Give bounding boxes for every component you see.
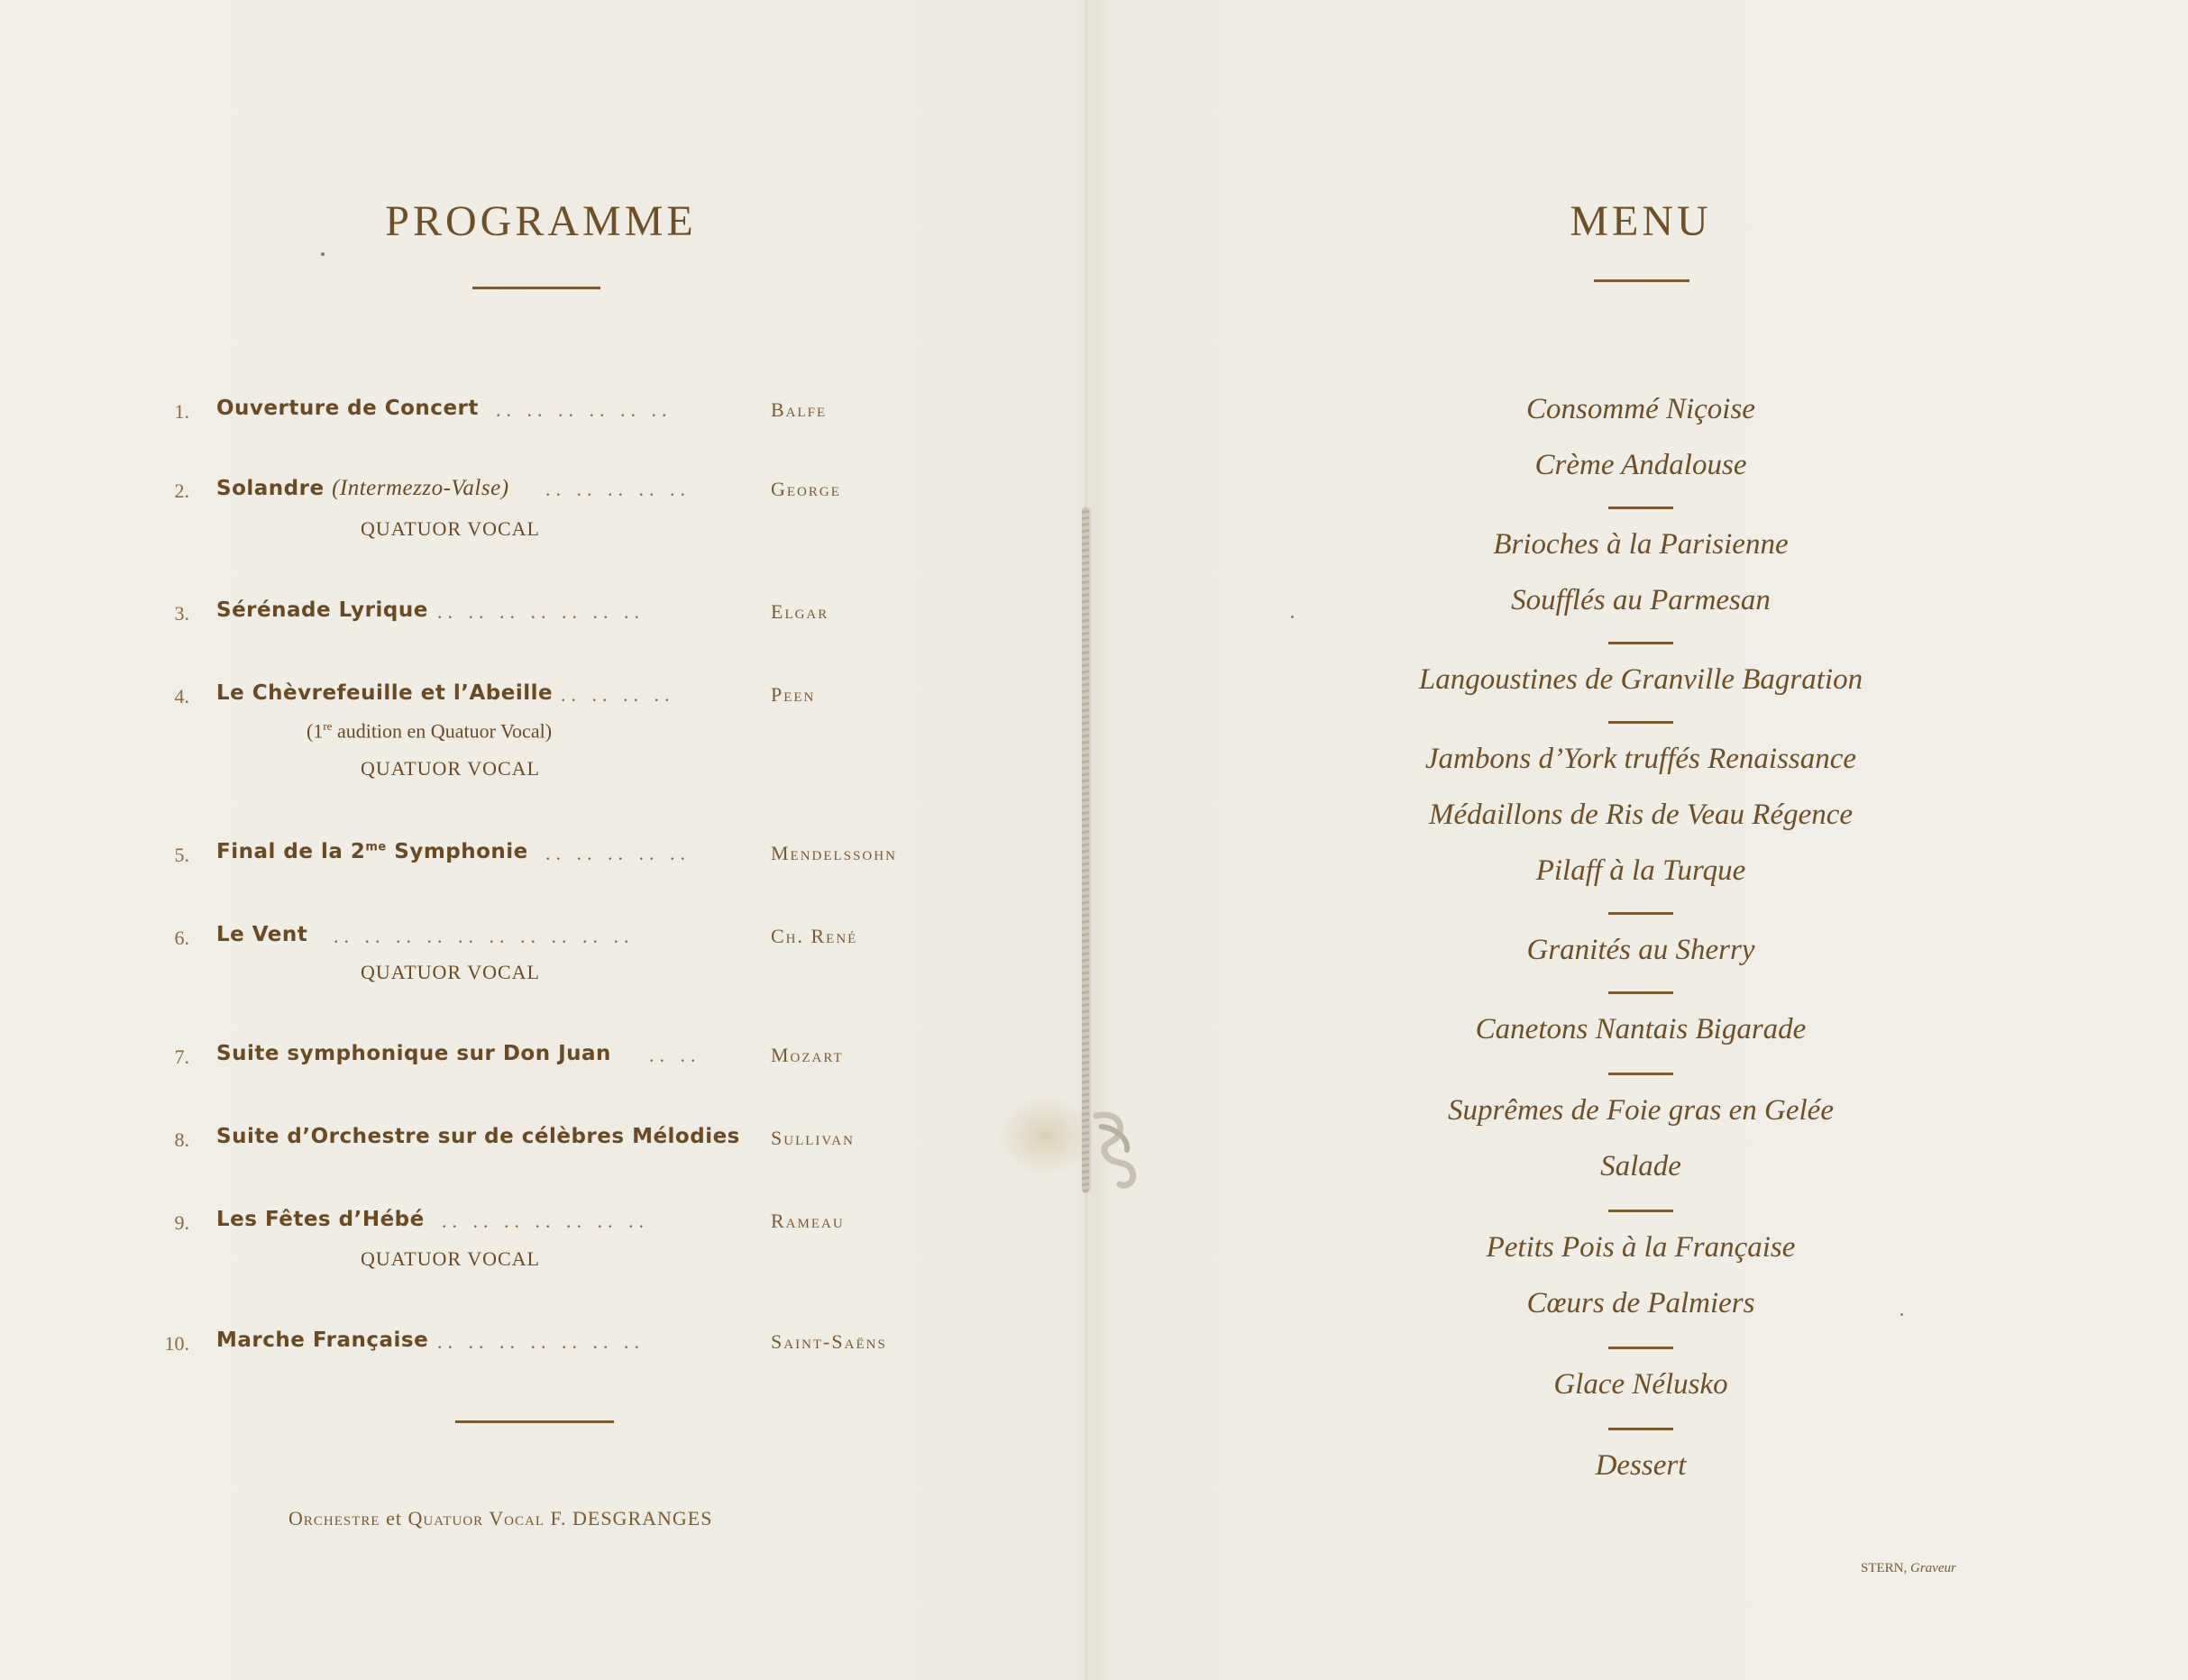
leader-dots: .. .. xyxy=(649,1044,701,1066)
silk-cord xyxy=(1082,507,1089,1192)
menu-dish: Brioches à la Parisienne xyxy=(1493,528,1789,561)
programme-title-rule xyxy=(472,287,600,289)
course-separator xyxy=(1608,1428,1673,1430)
leader-dots: .. .. .. .. .. xyxy=(545,478,691,500)
programme-item-9 xyxy=(144,1204,956,1240)
item-title: Final de la $2^{me}$ Symphonie xyxy=(216,840,528,863)
paper-speck xyxy=(1291,616,1294,618)
leader-dots: .. .. .. .. .. .. .. xyxy=(437,600,645,623)
programme-title: PROGRAMME xyxy=(385,197,697,245)
course-separator xyxy=(1608,912,1673,915)
menu-dish: Jambons d’York truffés Renaissance xyxy=(1424,743,1857,775)
item-number: 6. xyxy=(174,927,189,949)
programme-item-7 xyxy=(144,1038,956,1074)
item-number: 1. xyxy=(174,400,189,423)
cord-knot-icon xyxy=(1093,1109,1147,1190)
item-title: Ouverture de Concert xyxy=(216,397,479,420)
paper-speck xyxy=(321,252,325,256)
engraver-credit: STERN, Graveur xyxy=(1861,1561,1956,1575)
paper-speck xyxy=(1900,1313,1903,1316)
leader-dots: .. .. .. .. .. .. .. xyxy=(437,1330,645,1353)
menu-title-rule xyxy=(1594,279,1689,282)
course-separator xyxy=(1608,721,1673,724)
paper-stain xyxy=(996,1095,1095,1176)
programme-end-rule xyxy=(455,1420,614,1423)
item-title: Suite d’Orchestre sur de célèbres Mélodies xyxy=(216,1125,740,1148)
item-composer: Peen xyxy=(771,683,816,706)
item-subtitle: (Intermezzo-Valse) xyxy=(332,476,509,500)
item-performers: QUATUOR VOCAL xyxy=(361,517,540,540)
programme-item-3 xyxy=(144,595,956,631)
item-title: Solandre (Intermezzo-Valse) xyxy=(216,476,509,500)
leader-dots: .. .. .. .. .. .. .. .. .. .. xyxy=(334,925,635,947)
menu-dish: Canetons Nantais Bigarade xyxy=(1475,1013,1807,1045)
programme-item-1 xyxy=(144,393,956,429)
programme-item-2 xyxy=(144,472,956,508)
leader-dots: .. .. .. .. .. .. .. xyxy=(442,1210,649,1232)
menu-dish: Médaillons de Ris de Veau Régence xyxy=(1428,799,1854,831)
item-composer: Elgar xyxy=(771,600,829,623)
menu-dish: Cœurs de Palmiers xyxy=(1526,1287,1755,1319)
leader-dots: .. .. .. .. .. xyxy=(545,842,691,864)
course-separator xyxy=(1608,1210,1673,1212)
item-performers: QUATUOR VOCAL xyxy=(361,757,540,780)
item-number: 3. xyxy=(174,602,189,625)
menu-dish: Glace Nélusko xyxy=(1553,1368,1728,1401)
course-separator xyxy=(1608,991,1673,994)
menu-dish: Pilaff à la Turque xyxy=(1535,854,1746,887)
menu-dish: Crème Andalouse xyxy=(1534,449,1747,481)
item-title: Marche Française xyxy=(216,1328,429,1352)
item-composer: Mozart xyxy=(771,1044,844,1066)
item-title: Le Vent xyxy=(216,923,308,946)
menu-dish: Dessert xyxy=(1595,1449,1687,1482)
menu-dish: Consommé Niçoise xyxy=(1526,393,1755,425)
leader-dots: .. .. .. .. .. .. xyxy=(496,398,673,421)
item-composer: Ch. René xyxy=(771,925,858,947)
item-composer: Mendelssohn xyxy=(771,842,897,864)
item-composer: Rameau xyxy=(771,1210,845,1232)
course-separator xyxy=(1608,642,1673,644)
programme-item-4 xyxy=(144,678,956,714)
programme-item-8 xyxy=(144,1121,956,1157)
item-number: 8. xyxy=(174,1128,189,1151)
programme-item-5 xyxy=(144,836,956,872)
item-composer: Saint-Saëns xyxy=(771,1330,887,1353)
menu-dish: Granités au Sherry xyxy=(1526,934,1755,966)
item-note: (1re audition en Quatuor Vocal) xyxy=(307,719,553,743)
item-title: Suite symphonique sur Don Juan xyxy=(216,1042,611,1065)
menu-dish: Soufflés au Parmesan xyxy=(1511,584,1771,616)
item-title: Sérénade Lyrique xyxy=(216,598,428,622)
course-separator xyxy=(1608,507,1673,509)
programme-item-6 xyxy=(144,919,956,955)
course-separator xyxy=(1608,1073,1673,1075)
item-title: Le Chèvrefeuille et l’Abeille xyxy=(216,681,554,705)
menu-title: MENU xyxy=(1570,197,1712,245)
leader-dots: .. .. .. .. xyxy=(561,683,675,706)
item-number: 5. xyxy=(174,844,189,866)
item-number: 4. xyxy=(174,685,189,708)
menu-dish: Suprêmes de Foie gras en Gelée xyxy=(1448,1094,1834,1127)
item-number: 10. xyxy=(164,1332,189,1355)
item-number: 9. xyxy=(174,1211,189,1234)
menu-dish: Langoustines de Granville Bagration xyxy=(1418,663,1863,696)
item-composer: Sullivan xyxy=(771,1127,855,1149)
item-number: 2. xyxy=(174,479,189,502)
item-title: Les Fêtes d’Hébé xyxy=(216,1208,425,1231)
menu-dish: Petits Pois à la Française xyxy=(1486,1231,1796,1264)
course-separator xyxy=(1608,1347,1673,1349)
menu-dish: Salade xyxy=(1600,1150,1681,1182)
item-performers: QUATUOR VOCAL xyxy=(361,1247,540,1270)
item-number: 7. xyxy=(174,1045,189,1068)
item-composer: George xyxy=(771,478,841,500)
item-performers: QUATUOR VOCAL xyxy=(361,961,540,983)
item-composer: Balfe xyxy=(771,398,828,421)
orchestra-credit: Orchestre et Quatuor Vocal F. DESGRANGES xyxy=(288,1507,713,1529)
programme-item-10 xyxy=(144,1325,956,1361)
